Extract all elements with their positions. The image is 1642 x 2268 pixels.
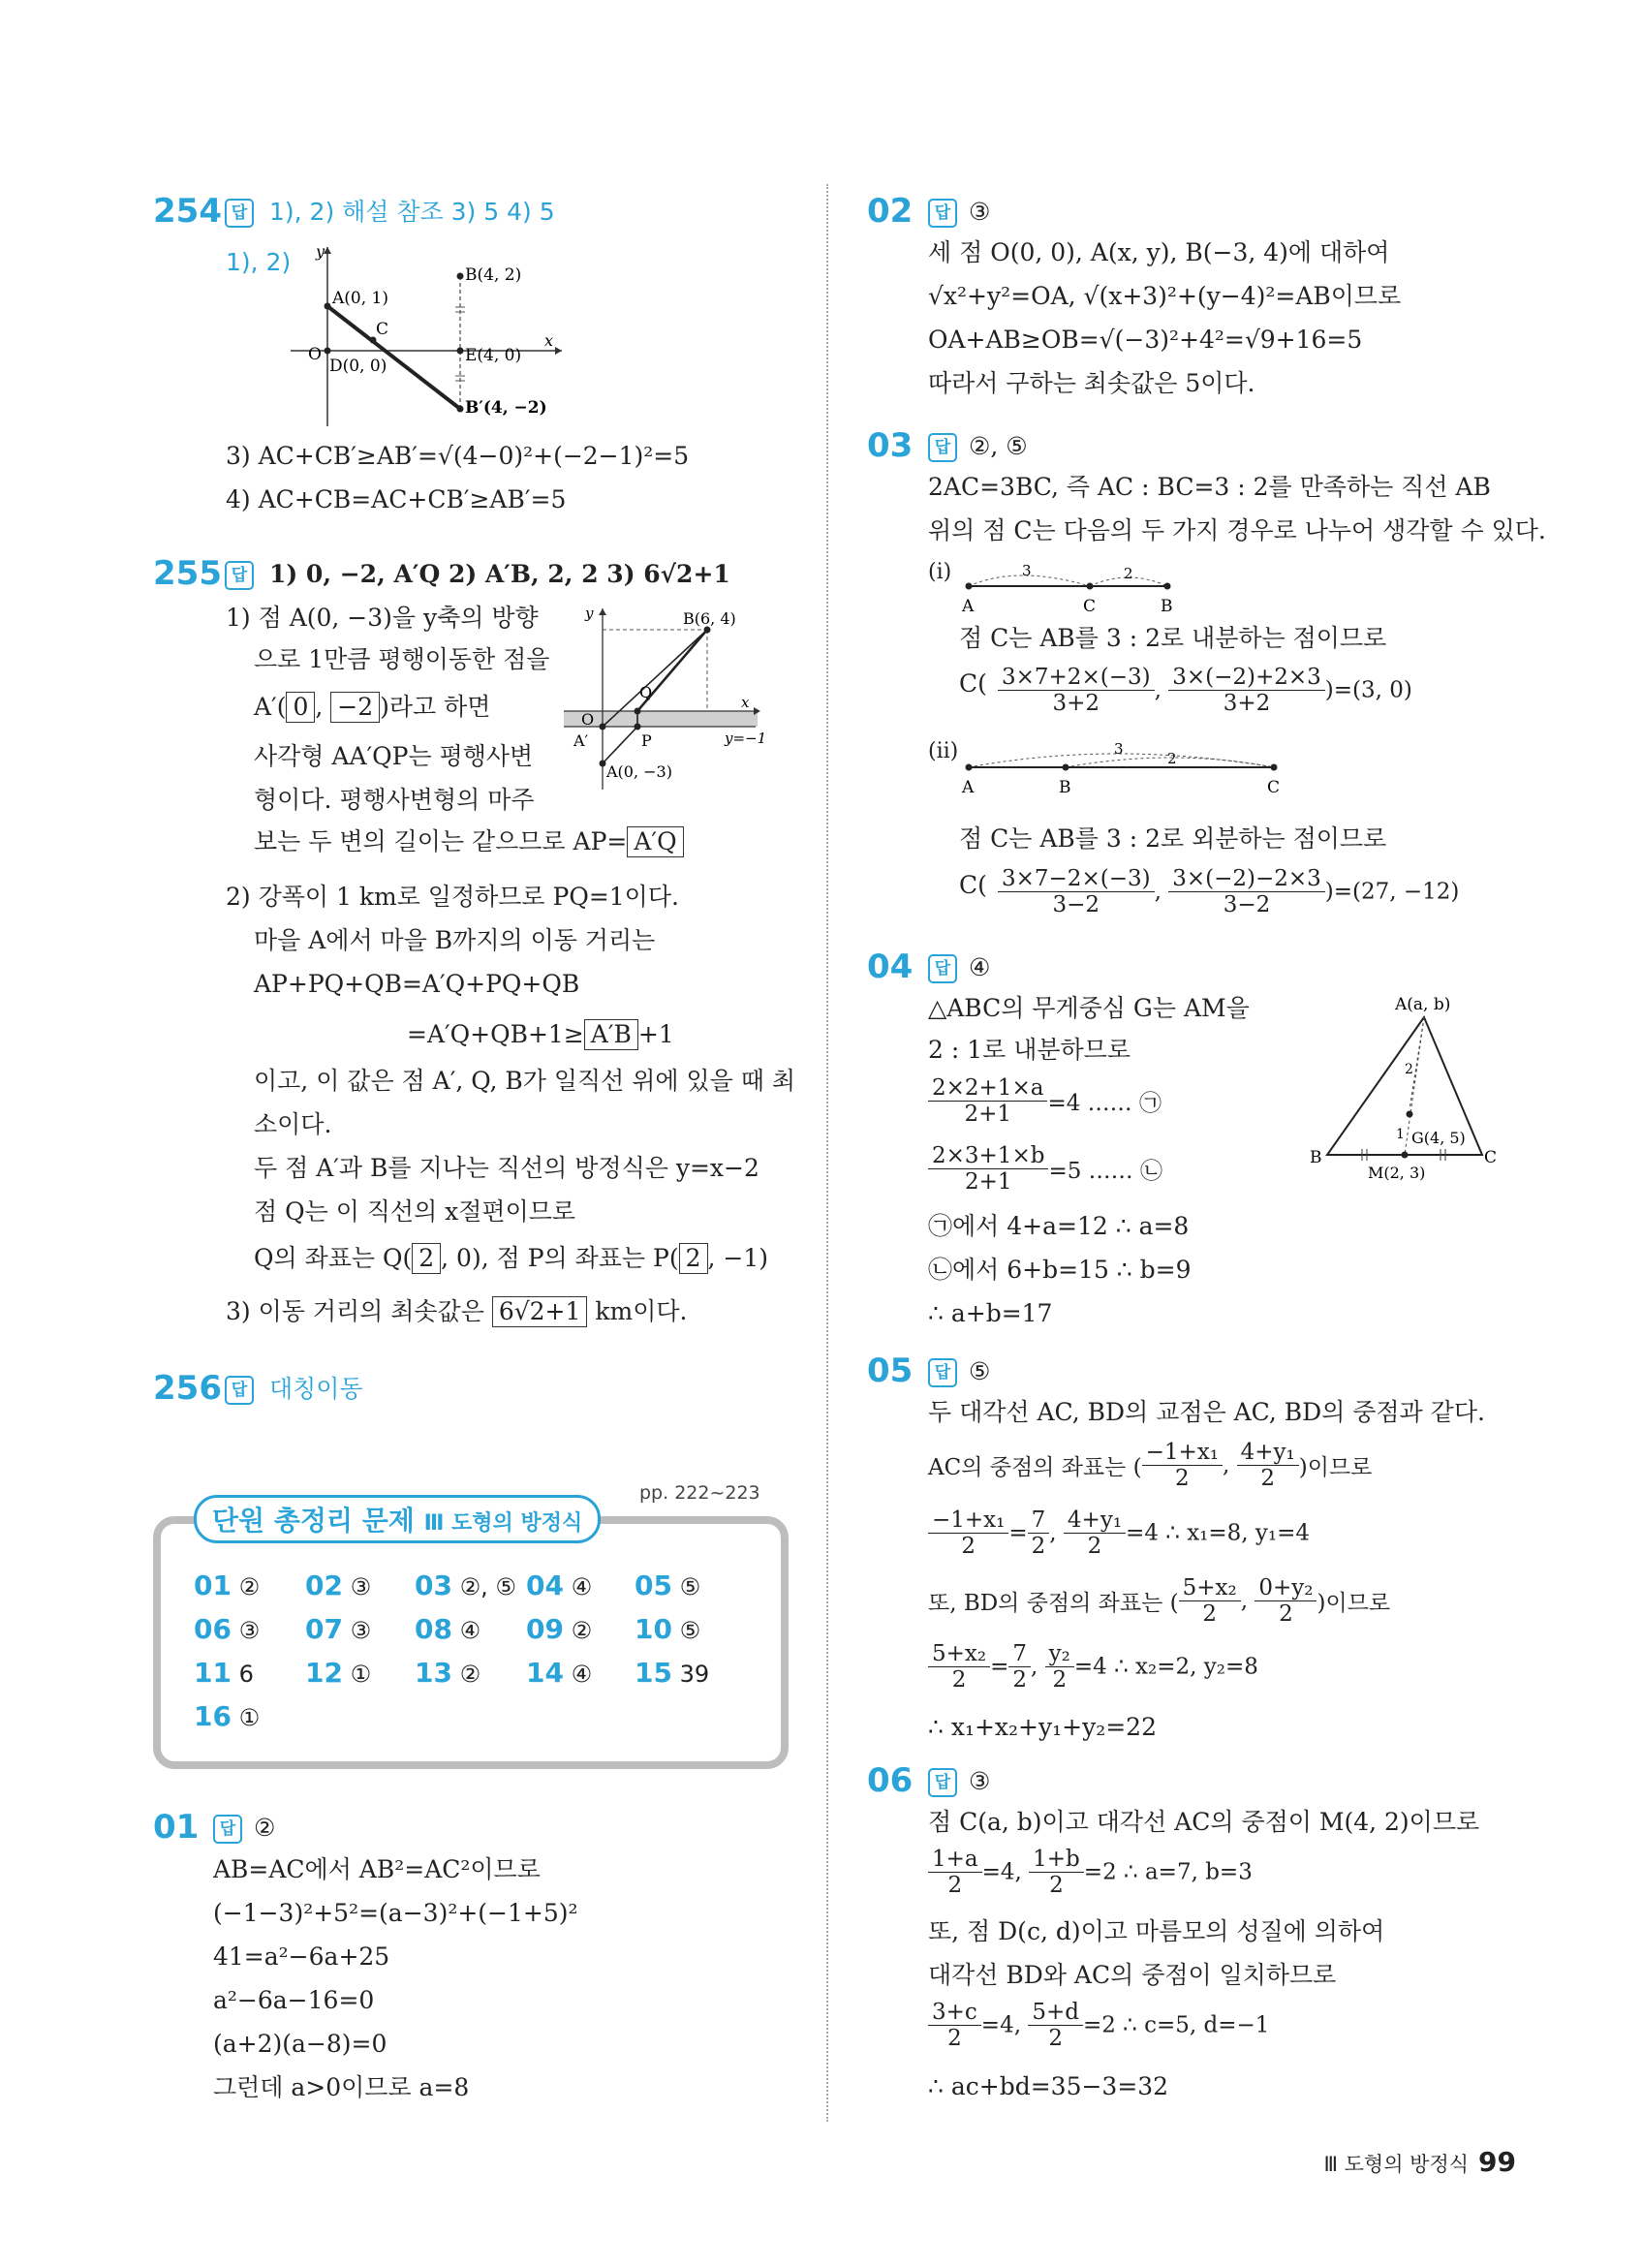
- solution-line: AB=AC에서 AB²=AC²이므로: [213, 1855, 541, 1883]
- line-255-m1: 2) 강폭이 1 km로 일정하므로 PQ=1이다.: [226, 883, 679, 911]
- solution-line: (a+2)(a−8)=0: [213, 2030, 387, 2058]
- line-04-3: ㉠에서 4+a=12 ∴ a=8: [928, 1212, 1190, 1240]
- problem-number-01: 01: [153, 1808, 200, 1847]
- line-255-2: 으로 1만큼 평행이동한 점을: [254, 645, 550, 673]
- line-05-2: AC의 중점의 좌표는 ( $\frac{\text{−1+x₁}}{2}$ , $\frac{\text{4+y₁}}{2}$ )이므로: [928, 1440, 1373, 1491]
- answer-badge: 답: [928, 199, 957, 228]
- label-2: 2: [1124, 565, 1133, 582]
- y-axis-label: y: [316, 242, 325, 261]
- line-05-6: ∴ x₁+x₂+y₁+y₂=22: [928, 1713, 1157, 1741]
- line-04-2: 2 : 1로 내분하므로: [928, 1036, 1131, 1064]
- triangle-figure: [1298, 988, 1511, 1182]
- answer-badge: 답: [928, 433, 957, 462]
- answer-text-05: ⑤: [969, 1357, 991, 1385]
- case-label-2: (ⅱ): [928, 739, 959, 763]
- line-06-1: 점 C(a, b)이고 대각선 AC의 중점이 M(4, 2)이므로: [928, 1808, 1480, 1836]
- line-label: y=−1: [725, 730, 767, 747]
- point-A: A: [962, 778, 975, 796]
- line-255-m9: Q의 좌표는 Q( 2 , 0), 점 P의 좌표는 P( 2 , −1): [254, 1244, 768, 1272]
- line-255-m2: 마을 A에서 마을 B까지의 이동 거리는: [254, 926, 656, 954]
- problem-number-256: 256: [153, 1369, 222, 1408]
- column-divider: [826, 184, 828, 2122]
- line-06-4: 대각선 BD와 AC의 중점이 일치하므로: [928, 1961, 1337, 1989]
- x-axis-label: x: [741, 694, 750, 711]
- formula-04-2: $\frac{2\times 3+1\times b}{2+1}$ =5 …… ㉡: [928, 1143, 1162, 1195]
- page-footer: [1323, 2146, 1516, 2178]
- vertex-B: B: [1310, 1148, 1322, 1167]
- blank-box: A′Q: [627, 826, 683, 857]
- answer-text-04: ④: [969, 953, 991, 981]
- summary-answer-item: 16 ①: [194, 1700, 261, 1732]
- line-06-6: ∴ ac+bd=35−3=32: [928, 2072, 1169, 2100]
- formula-03-c1-fracs: $\frac{3\times 7+2\times(-3)}{3+2}$ , $\frac{3\times(-2)+2\times 3}{3+2}$ )=(3, 0): [998, 665, 1412, 716]
- blank-box: A′B: [584, 1019, 638, 1050]
- point-B: B(4, 2): [465, 265, 522, 285]
- problem-number-255: 255: [153, 554, 222, 593]
- origin-label: O: [308, 345, 322, 364]
- centroid-G: G(4, 5): [1411, 1129, 1466, 1147]
- vertex-A: A(a, b): [1395, 995, 1451, 1014]
- answer-badge: 답: [928, 1768, 957, 1797]
- formula-03-c2: C(: [959, 871, 987, 899]
- summary-subtitle: Ⅲ 도형의 방정식: [423, 1511, 583, 1536]
- line-255-m3: AP+PQ+QB=A′Q+PQ+QB: [254, 970, 580, 998]
- graph-255: [562, 601, 794, 794]
- problem-number-03: 03: [867, 426, 914, 465]
- vertex-C: C: [1484, 1148, 1498, 1167]
- line-255-m6: 소이다.: [254, 1110, 332, 1138]
- page-reference: pp. 222~223: [639, 1482, 760, 1504]
- line-03-2: 위의 점 C는 다음의 두 가지 경우로 나누어 생각할 수 있다.: [928, 516, 1546, 544]
- answer-badge: 답: [225, 199, 254, 228]
- summary-answer-item: 09 ②: [526, 1613, 593, 1645]
- point-P: P: [641, 731, 652, 750]
- line-255-m10: 3) 이동 거리의 최솟값은 6√2+1 km이다.: [226, 1297, 688, 1325]
- blank-box: −2: [330, 692, 380, 723]
- solution-line: a²−6a−16=0: [213, 1986, 375, 2014]
- line-255-m5: 이고, 이 값은 점 A′, Q, B가 일직선 위에 있을 때 최: [254, 1067, 796, 1095]
- solution-line: 41=a²−6a+25: [213, 1942, 390, 1971]
- formula-03-c1: C(: [959, 669, 987, 698]
- line-03-1: 2AC=3BC, 즉 AC : BC=3 : 2를 만족하는 직선 AB: [928, 473, 1491, 501]
- line-255-6: 보는 두 변의 길이는 같으므로 AP= A′Q: [254, 826, 684, 857]
- x-axis-label: x: [544, 331, 554, 350]
- solution-line: 따라서 구하는 최솟값은 5이다.: [928, 369, 1255, 397]
- solution-line: 그런데 a>0이므로 a=8: [213, 2073, 470, 2101]
- summary-answer-item: 02 ③: [305, 1569, 372, 1601]
- summary-answer-item: 05 ⑤: [635, 1569, 701, 1601]
- line-05-1: 두 대각선 AC, BD의 교점은 AC, BD의 중점과 같다.: [928, 1398, 1485, 1426]
- point-C: C: [1083, 597, 1097, 615]
- ratio-1: 1: [1396, 1127, 1405, 1142]
- solution-line: OA+AB≥OB=√(−3)²+4²=√9+16=5: [928, 326, 1363, 354]
- formula-04-1: $\frac{2\times 2+1\times a}{2+1}$ =4 …… ㉠: [928, 1075, 1162, 1127]
- line-03-c1: 점 C는 AB를 3 : 2로 내분하는 점이므로: [959, 624, 1387, 652]
- summary-answer-item: 04 ④: [526, 1569, 593, 1601]
- answer-text-02: ③: [969, 198, 991, 226]
- line-254-3: 3) AC+CB′≥AB′=√(4−0)²+(−2−1)²=5: [226, 442, 690, 470]
- label-3: 3: [1114, 740, 1124, 758]
- label-3: 3: [1022, 562, 1032, 579]
- line-255-m8: 점 Q는 이 직선의 x절편이므로: [254, 1197, 576, 1226]
- summary-answer-item: 14 ④: [526, 1657, 593, 1689]
- summary-answer-item: 12 ①: [305, 1657, 372, 1689]
- point-C: C: [1267, 778, 1281, 796]
- point-C: C: [376, 320, 389, 339]
- line-254-4: 4) AC+CB=AC+CB′≥AB′=5: [226, 485, 567, 513]
- origin-label: O: [581, 710, 595, 729]
- point-Q: Q: [639, 683, 653, 701]
- midpoint-M: M(2, 3): [1368, 1164, 1426, 1182]
- summary-answer-item: 13 ②: [415, 1657, 481, 1689]
- line-255-5: 형이다. 평행사변형의 마주: [254, 786, 535, 814]
- point-Bp: B′(4, −2): [465, 398, 547, 418]
- solution-line: 세 점 O(0, 0), A(x, y), B(−3, 4)에 대하여: [928, 238, 1390, 266]
- line-06-3: 또, 점 D(c, d)이고 마름모의 성질에 의하여: [928, 1917, 1385, 1945]
- segment-diagram-1: [959, 557, 1192, 615]
- summary-answer-item: 11 6: [194, 1657, 254, 1689]
- summary-answer-item: 07 ③: [305, 1613, 372, 1645]
- blank-box: 0: [286, 692, 315, 723]
- answer-badge: 답: [225, 561, 254, 590]
- blank-box: 2: [412, 1243, 441, 1274]
- sub-label: 1), 2): [226, 248, 292, 276]
- answer-text-254: 1), 2) 해설 참조 3) 5 4) 5: [269, 198, 555, 226]
- point-A: A: [962, 597, 975, 615]
- formula-03-c2-fracs: $\frac{3\times 7-2\times(-3)}{3-2}$ , $\frac{3\times(-2)-2\times 3}{3-2}$ )=(27, −12): [998, 866, 1459, 917]
- line-255-1: 1) 점 A(0, −3)을 y축의 방향: [226, 604, 539, 632]
- segment-diagram-2: [959, 738, 1308, 796]
- blank-box: 6√2+1: [492, 1296, 588, 1327]
- line-04-5: ∴ a+b=17: [928, 1299, 1053, 1327]
- point-E: E(4, 0): [465, 346, 522, 365]
- ratio-2: 2: [1405, 1062, 1413, 1077]
- line-05-4: 또, BD의 중점의 좌표는 ( $\frac{\text{5+x₂}}{2}$ , $\frac{\text{0+y₂}}{2}$ )이므로: [928, 1575, 1391, 1627]
- problem-number-06: 06: [867, 1761, 914, 1800]
- point-Ap: A′: [573, 731, 589, 750]
- answer-badge: 답: [213, 1815, 242, 1844]
- answer-text-03: ②, ⑤: [969, 432, 1028, 460]
- answer-badge: 답: [928, 1358, 957, 1387]
- line-255-4: 사각형 AA′QP는 평행사변: [254, 742, 534, 770]
- line-06-2: $\frac{1+a}{2}$ =4, $\frac{1+b}{2}$ =2 ∴ a=7, b=3: [928, 1847, 1253, 1898]
- summary-answer-item: 08 ④: [415, 1613, 481, 1645]
- line-05-3: $\frac{\text{−1+x₁}}{2}$ = $\frac{7}{2}$ , $\frac{\text{4+y₁}}{2}$ =4 ∴ x₁=8, y₁=4: [928, 1507, 1310, 1559]
- solution-line: √x²+y²=OA, √(x+3)²+(y−4)²=AB이므로: [928, 282, 1402, 310]
- line-05-5: $\frac{\text{5+x₂}}{2}$ = $\frac{7}{2}$ , $\frac{\text{y₂}}{2}$ =4 ∴ x₂=2, y₂=8: [928, 1641, 1258, 1693]
- label-2: 2: [1167, 750, 1177, 767]
- line-06-5: $\frac{3+c}{2}$ =4, $\frac{5+d}{2}$ =2 ∴ c=5, d=−1: [928, 2000, 1269, 2051]
- point-D: D(0, 0): [329, 357, 387, 376]
- blank-box: 2: [679, 1243, 708, 1274]
- point-B: B: [1161, 597, 1173, 615]
- answer-badge: 답: [928, 954, 957, 983]
- answer-text-06: ③: [969, 1767, 991, 1795]
- point-B: B(6, 4): [683, 609, 736, 628]
- summary-answer-item: 10 ⑤: [635, 1613, 701, 1645]
- point-B: B: [1059, 778, 1071, 796]
- problem-number-04: 04: [867, 948, 914, 986]
- line-255-3: A′( 0 , −2 )라고 하면: [254, 693, 491, 721]
- case-label-1: (ⅰ): [928, 560, 952, 584]
- summary-title: 단원 총정리 문제 Ⅲ 도형의 방정식: [194, 1495, 601, 1543]
- solution-line: (−1−3)²+5²=(a−3)²+(−1+5)²: [213, 1899, 578, 1927]
- problem-number-05: 05: [867, 1351, 914, 1390]
- summary-answer-item: 03 ②, ⑤: [415, 1569, 516, 1601]
- answer-text-01: ②: [254, 1814, 276, 1842]
- line-255-m4: =A′Q+QB+1≥ A′B +1: [407, 1020, 674, 1048]
- summary-answer-item: 06 ③: [194, 1613, 261, 1645]
- chapter-title: Ⅲ 도형의 방정식: [1323, 2153, 1470, 2176]
- line-255-m7: 두 점 A′과 B를 지나는 직선의 방정식은 y=x−2: [254, 1154, 759, 1182]
- line-03-c2: 점 C는 AB를 3 : 2로 외분하는 점이므로: [959, 824, 1387, 853]
- answer-text-256: 대칭이동: [269, 1375, 363, 1403]
- page-number: 99: [1478, 2146, 1516, 2178]
- summary-answer-item: 01 ②: [194, 1569, 261, 1601]
- answer-badge: 답: [225, 1376, 254, 1405]
- answer-text-255: 1) 0, −2, A′Q 2) A′B, 2, 2 3) 6√2+1: [269, 560, 730, 588]
- graph-254: [281, 237, 591, 431]
- line-04-1: △ABC의 무게중심 G는 AM을: [928, 994, 1250, 1022]
- point-A: A(0, −3): [606, 762, 672, 781]
- point-A: A(0, 1): [332, 289, 388, 308]
- line-04-4: ㉡에서 6+b=15 ∴ b=9: [928, 1256, 1192, 1284]
- summary-answer-item: 15 39: [635, 1657, 710, 1689]
- problem-number-02: 02: [867, 192, 914, 231]
- y-axis-label: y: [585, 605, 594, 622]
- problem-number-254: 254: [153, 192, 222, 231]
